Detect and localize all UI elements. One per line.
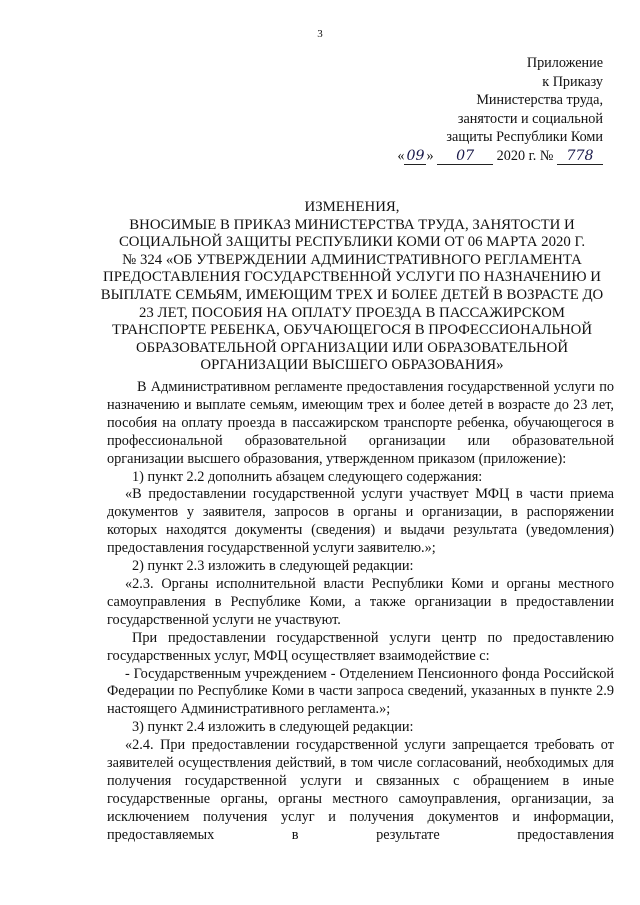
item-1-quote: «В предоставлении государственной услуги участвует МФЦ в части приема документов у заявителя, запросов в органы и организации, в распоряжении которых находятся документы (сведения) и выдачи результата (уведомления) предоставления государственной услуги заявителю.»;: [107, 486, 614, 557]
date-close-quote: »: [426, 147, 434, 164]
date-open-quote: «: [397, 147, 405, 164]
title-line: СОЦИАЛЬНОЙ ЗАЩИТЫ РЕСПУБЛИКИ КОМИ ОТ 06 МАРТА 2020 Г.: [118, 234, 586, 251]
document-title: [72, 199, 632, 375]
intro-paragraph: В Административном регламенте предоставления государственной услуги по назначению и выплате семьям, имеющим трех и более детей в возрасте до 23 лет, пособия на оплату проезда в пассажирском транспорте ребенка, обучающегося в профессиональной образовательной организации или образовательной организации высшего образования, утвержденном приказом (приложение):: [107, 379, 614, 467]
document-body: [107, 379, 614, 845]
appendix-line: защиты Республики Коми: [446, 129, 603, 145]
title-line: № 324 «ОБ УТВЕРЖДЕНИИ АДМИНИСТРАТИВНОГО РЕГЛАМЕНТА: [122, 251, 582, 268]
item-2-pension-paragraph: - Государственным учреждением - Отделением Пенсионного фонда Российской Федерации по Республике Коми в части запроса сведений, указанных в пункте 2.9 настоящего Административного регламента.»;: [107, 665, 614, 718]
title-line: 23 ЛЕТ, ПОСОБИЯ НА ОПЛАТУ ПРОЕЗДА В ПАССАЖИРСКОМ: [139, 304, 565, 321]
page-number: 3: [317, 28, 323, 40]
order-number-handwritten: 778: [557, 149, 603, 165]
item-3-quote: «2.4. При предоставлении государственной услуги запрещается требовать от заявителей осуществления действий, в том числе согласований, необходимых для получения государственной услуги и связанных с обращением в иные государственные органы, органы местного самоуправления, организации, за исключением получения услуг и получения документов и информации, предоставляемых в результате предоставления: [107, 737, 614, 843]
appendix-block: [397, 54, 603, 165]
item-2-mfc-paragraph: При предоставлении государственной услуги центр по предоставлению государственных услуг, МФЦ осуществляет взаимодействие с:: [107, 629, 614, 664]
title-line: ВНОСИМЫЕ В ПРИКАЗ МИНИСТЕРСТВА ТРУДА, ЗАНЯТОСТИ И: [129, 216, 575, 233]
title-line: ОБРАЗОВАТЕЛЬНОЙ ОРГАНИЗАЦИИ ИЛИ ОБРАЗОВАТЕЛЬНОЙ: [135, 339, 569, 356]
item-2-heading: 2) пункт 2.3 изложить в следующей редакции:: [132, 558, 414, 575]
appendix-line: занятости и социальной: [457, 110, 603, 127]
order-year-text: 2020 г. №: [496, 147, 554, 164]
title-line: ТРАНСПОРТЕ РЕБЕНКА, ОБУЧАЮЩЕГОСЯ В ПРОФЕССИОНАЛЬНОЙ: [111, 322, 593, 339]
order-day-handwritten: 09: [406, 147, 425, 164]
item-1-heading: 1) пункт 2.2 дополнить абзацем следующего содержания:: [132, 468, 483, 485]
item-3-heading: 3) пункт 2.4 изложить в следующей редакции:: [132, 719, 414, 736]
order-month-handwritten: 07: [437, 149, 493, 165]
title-line: ОРГАНИЗАЦИИ ВЫСШЕГО ОБРАЗОВАНИЯ»: [200, 357, 504, 374]
appendix-line: Министерства труда,: [476, 92, 603, 108]
order-date-line: [397, 147, 603, 166]
appendix-line: Приложение: [526, 55, 603, 71]
appendix-line: к Приказу: [542, 73, 603, 90]
title-line: ИЗМЕНЕНИЯ,: [304, 199, 400, 215]
title-line: ВЫПЛАТЕ СЕМЬЯМ, ИМЕЮЩИМ ТРЕХ И БОЛЕЕ ДЕТЕЙ В ВОЗРАСТЕ ДО: [100, 286, 604, 303]
title-line: ПРЕДОСТАВЛЕНИЯ ГОСУДАРСТВЕННОЙ УСЛУГИ ПО НАЗНАЧЕНИЮ И: [103, 269, 601, 286]
item-2-quote: «2.3. Органы исполнительной власти Республики Коми и органы местного самоуправления в Республике Коми, а также организации в предоставлении государственной услуги не участвуют.: [107, 575, 614, 628]
